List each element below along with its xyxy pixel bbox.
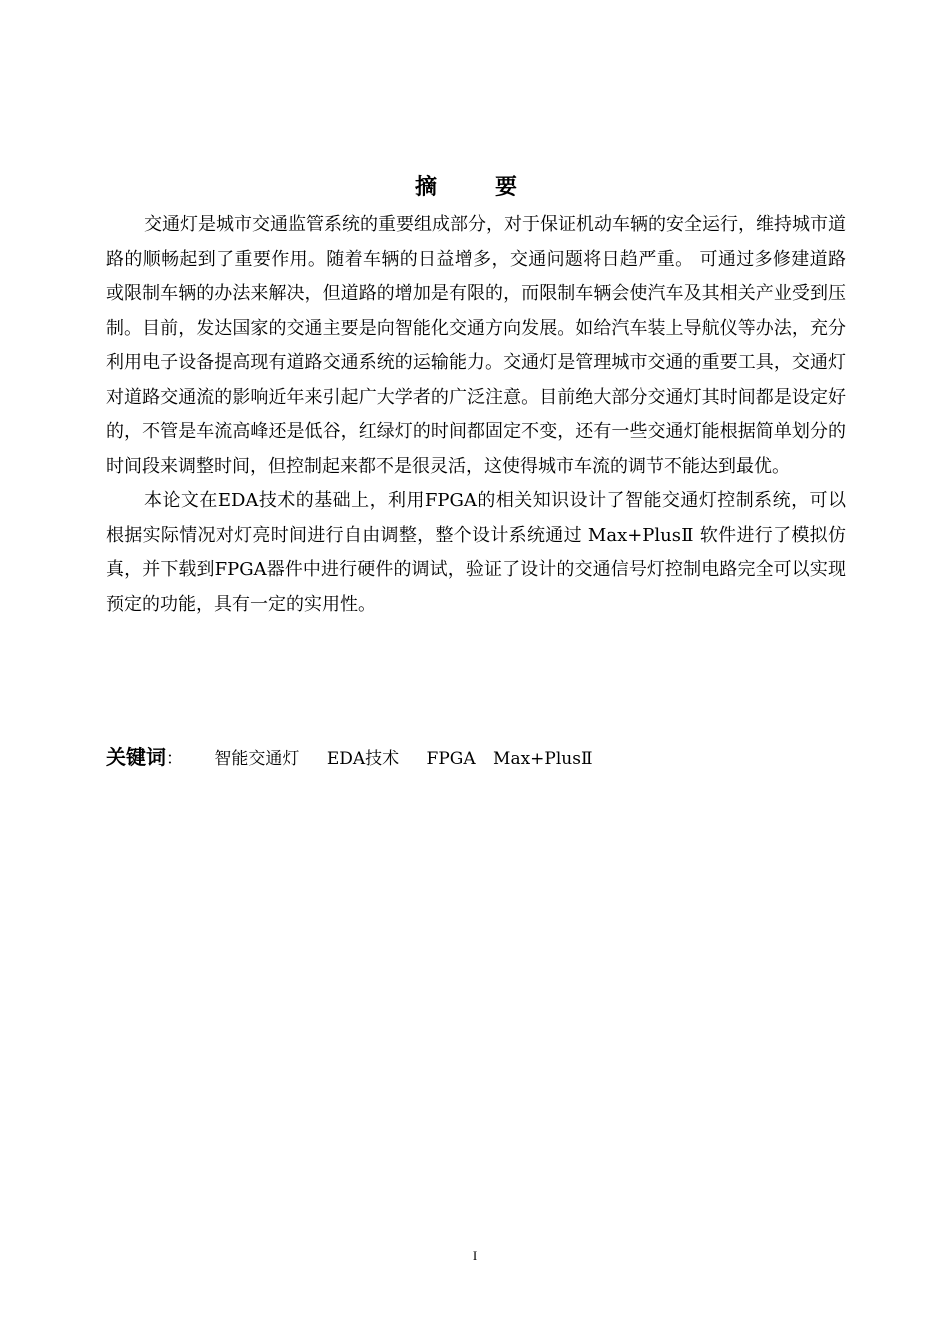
keywords-label: 关键词 [106,745,166,769]
keyword-item: EDA技术 [326,749,400,769]
page-number: I [472,1248,478,1263]
abstract-body [106,208,846,622]
keywords-line [106,740,846,774]
abstract-paragraph-1: 交通灯是城市交通监管系统的重要组成部分，对于保证机动车辆的安全运行，维持城市道路的顺畅起到了重要作用。随着车辆的日益增多，交通问题将日趋严重。 可通过多修建道路或限制车辆的办法来解决，但道路的增加是有限的，而限制车辆会使汽车及其相关产业受到压制。目前，发达国家的交通主要是向智能化交通方向发展。如给汽车装上导航仪等办法，充分利用电子设备提高现有道路交通系统的运输能力。交通灯是管理城市交通的重要工具，交通灯对道路交通流的影响近年来引起广大学者的广泛注意。目前绝大部分交通灯其时间都是设定好的，不管是车流高峰还是低谷，红绿灯的时间都固定不变，还有一些交通灯能根据简单划分的时间段来调整时间，但控制起来都不是很灵活，这使得城市车流的调节不能达到最优。 [106,214,846,477]
keywords-separator: ： [166,749,183,769]
abstract-paragraph-2: 本论文在EDA技术的基础上，利用FPGA的相关知识设计了智能交通灯控制系统，可以根据实际情况对灯亮时间进行自由调整，整个设计系统通过 Max+PlusⅡ 软件进行了模拟仿真，并下载到FPGA器件中进行硬件的调试，验证了设计的交通信号灯控制电路完全可以实现预定的功能，具有一定的实用性。 [106,490,846,615]
abstract-title: 摘 要 [414,175,535,200]
keyword-item: Max+PlusⅡ [493,749,593,769]
keyword-item: FPGA [426,749,476,769]
keyword-item: 智能交通灯 [214,749,300,769]
